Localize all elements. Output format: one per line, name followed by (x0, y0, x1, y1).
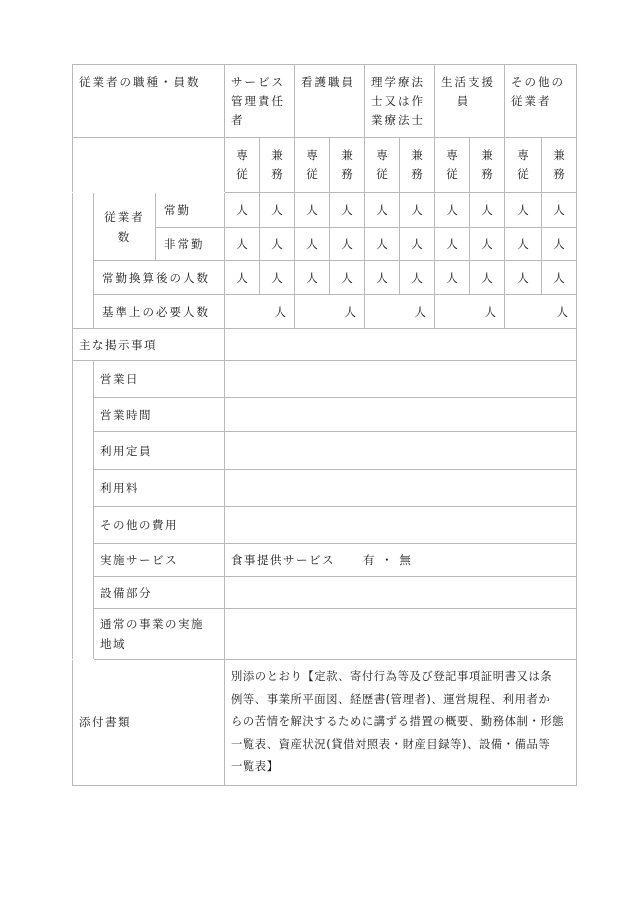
capacity-value (225, 432, 577, 470)
facility-value (225, 577, 577, 609)
attachment-line: 一覧表、資産状況(貸借対照表・財産目録等)、設備・備品等 (231, 737, 551, 751)
category-line: サービス (231, 75, 286, 89)
empty-cell (225, 329, 577, 361)
unit-cell: 人 (330, 193, 365, 228)
attachment-line: 例等、事業所平面図、経歴書(管理者)、運営規程、利用者か (231, 692, 551, 706)
converted-count-label: 常勤換算後の人数 (94, 261, 225, 295)
unit-cell: 人 (260, 228, 295, 261)
other-costs-label: その他の費用 (94, 507, 225, 544)
part-time-label: 非常勤 (156, 228, 225, 261)
required-unit-cell: 人 (505, 295, 577, 329)
unit-cell: 人 (505, 193, 542, 228)
service-area-label: 通常の事業の実施 地域 (94, 609, 225, 660)
business-days-label: 営業日 (94, 361, 225, 398)
unit-cell: 人 (295, 261, 330, 295)
facility-label: 設備部分 (94, 577, 225, 609)
sub-concurrent: 兼 務 (330, 138, 365, 193)
category-line: 理学療法 (371, 75, 426, 89)
unit-cell: 人 (470, 261, 505, 295)
unit-cell: 人 (330, 228, 365, 261)
unit-cell: 人 (505, 261, 542, 295)
attachments-text (225, 660, 577, 786)
service-area-value (225, 609, 577, 660)
indent-cell (73, 361, 94, 660)
unit-cell: 人 (225, 228, 260, 261)
unit-cell: 人 (400, 193, 435, 228)
category-therapist (365, 65, 435, 138)
required-unit-cell: 人 (295, 295, 365, 329)
fee-label: 利用料 (94, 470, 225, 507)
category-other-staff (505, 65, 577, 138)
unit-cell: 人 (505, 228, 542, 261)
category-line: 員 (456, 94, 471, 108)
required-unit-cell: 人 (225, 295, 295, 329)
unit-cell: 人 (365, 261, 400, 295)
attachment-line: らの苦情を解決するために講ずる措置の概要、勤務体制・形態 (231, 715, 565, 728)
category-line: 生活支援 (441, 75, 496, 89)
required-unit-cell: 人 (365, 295, 435, 329)
business-days-value (225, 361, 577, 398)
attachment-line: 一覧表】 (231, 760, 279, 773)
unit-cell: 人 (470, 228, 505, 261)
category-life-support (435, 65, 505, 138)
meal-service-text: 食事提供サービス (231, 553, 336, 567)
unit-cell: 人 (435, 261, 470, 295)
sub-full-time: 専 従 (435, 138, 470, 193)
capacity-label: 利用定員 (94, 432, 225, 470)
other-costs-value (225, 507, 577, 544)
business-hours-label: 営業時間 (94, 398, 225, 432)
postings-section-label: 主な掲示事項 (73, 329, 225, 361)
unit-cell: 人 (330, 261, 365, 295)
empty-cell (73, 138, 225, 193)
sub-full-time: 専 従 (365, 138, 400, 193)
unit-cell: 人 (435, 228, 470, 261)
category-line: 士又は作 (371, 94, 426, 108)
unit-cell: 人 (295, 193, 330, 228)
sub-concurrent: 兼 務 (542, 138, 577, 193)
staff-and-notice-form (72, 64, 577, 786)
sub-concurrent: 兼 務 (260, 138, 295, 193)
category-nursing-staff (295, 65, 365, 138)
unit-cell: 人 (400, 261, 435, 295)
unit-cell: 人 (435, 193, 470, 228)
attachments-label: 添付書類 (73, 660, 225, 786)
unit-cell: 人 (365, 193, 400, 228)
category-line: 従業者 (511, 94, 552, 108)
unit-cell: 人 (470, 193, 505, 228)
category-line: 管理責任 (231, 94, 286, 108)
category-line: 者 (231, 113, 245, 127)
services-value (225, 544, 577, 577)
unit-cell: 人 (295, 228, 330, 261)
unit-cell: 人 (260, 261, 295, 295)
required-count-label: 基準上の必要人数 (94, 295, 225, 329)
unit-cell: 人 (542, 193, 577, 228)
required-unit-cell: 人 (435, 295, 505, 329)
category-line: その他の (511, 75, 566, 89)
category-service-manager (225, 65, 295, 138)
unit-cell: 人 (225, 261, 260, 295)
attachment-line: 別添のとおり【定款、寄付行為等及び登記事項証明書又は条 (231, 670, 553, 683)
category-line: 看護職員 (301, 75, 356, 89)
sub-concurrent: 兼 務 (400, 138, 435, 193)
unit-cell: 人 (400, 228, 435, 261)
category-line: 業療法士 (371, 113, 426, 127)
unit-cell: 人 (365, 228, 400, 261)
unit-cell: 人 (542, 228, 577, 261)
sub-full-time: 専 従 (295, 138, 330, 193)
sub-full-time: 専 従 (505, 138, 542, 193)
full-time-label: 常勤 (156, 193, 225, 228)
unit-cell: 人 (542, 261, 577, 295)
meal-service-options: 有 ・ 無 (363, 553, 413, 567)
indent-cell (73, 193, 94, 329)
unit-cell: 人 (225, 193, 260, 228)
sub-full-time: 専 従 (225, 138, 260, 193)
unit-cell: 人 (260, 193, 295, 228)
sub-concurrent: 兼 務 (470, 138, 505, 193)
staff-section-label: 従業者の職種・員数 (73, 65, 225, 138)
business-hours-value (225, 398, 577, 432)
fee-value (225, 470, 577, 507)
services-label: 実施サービス (94, 544, 225, 577)
employee-count-label: 従業者 数 (94, 193, 156, 261)
